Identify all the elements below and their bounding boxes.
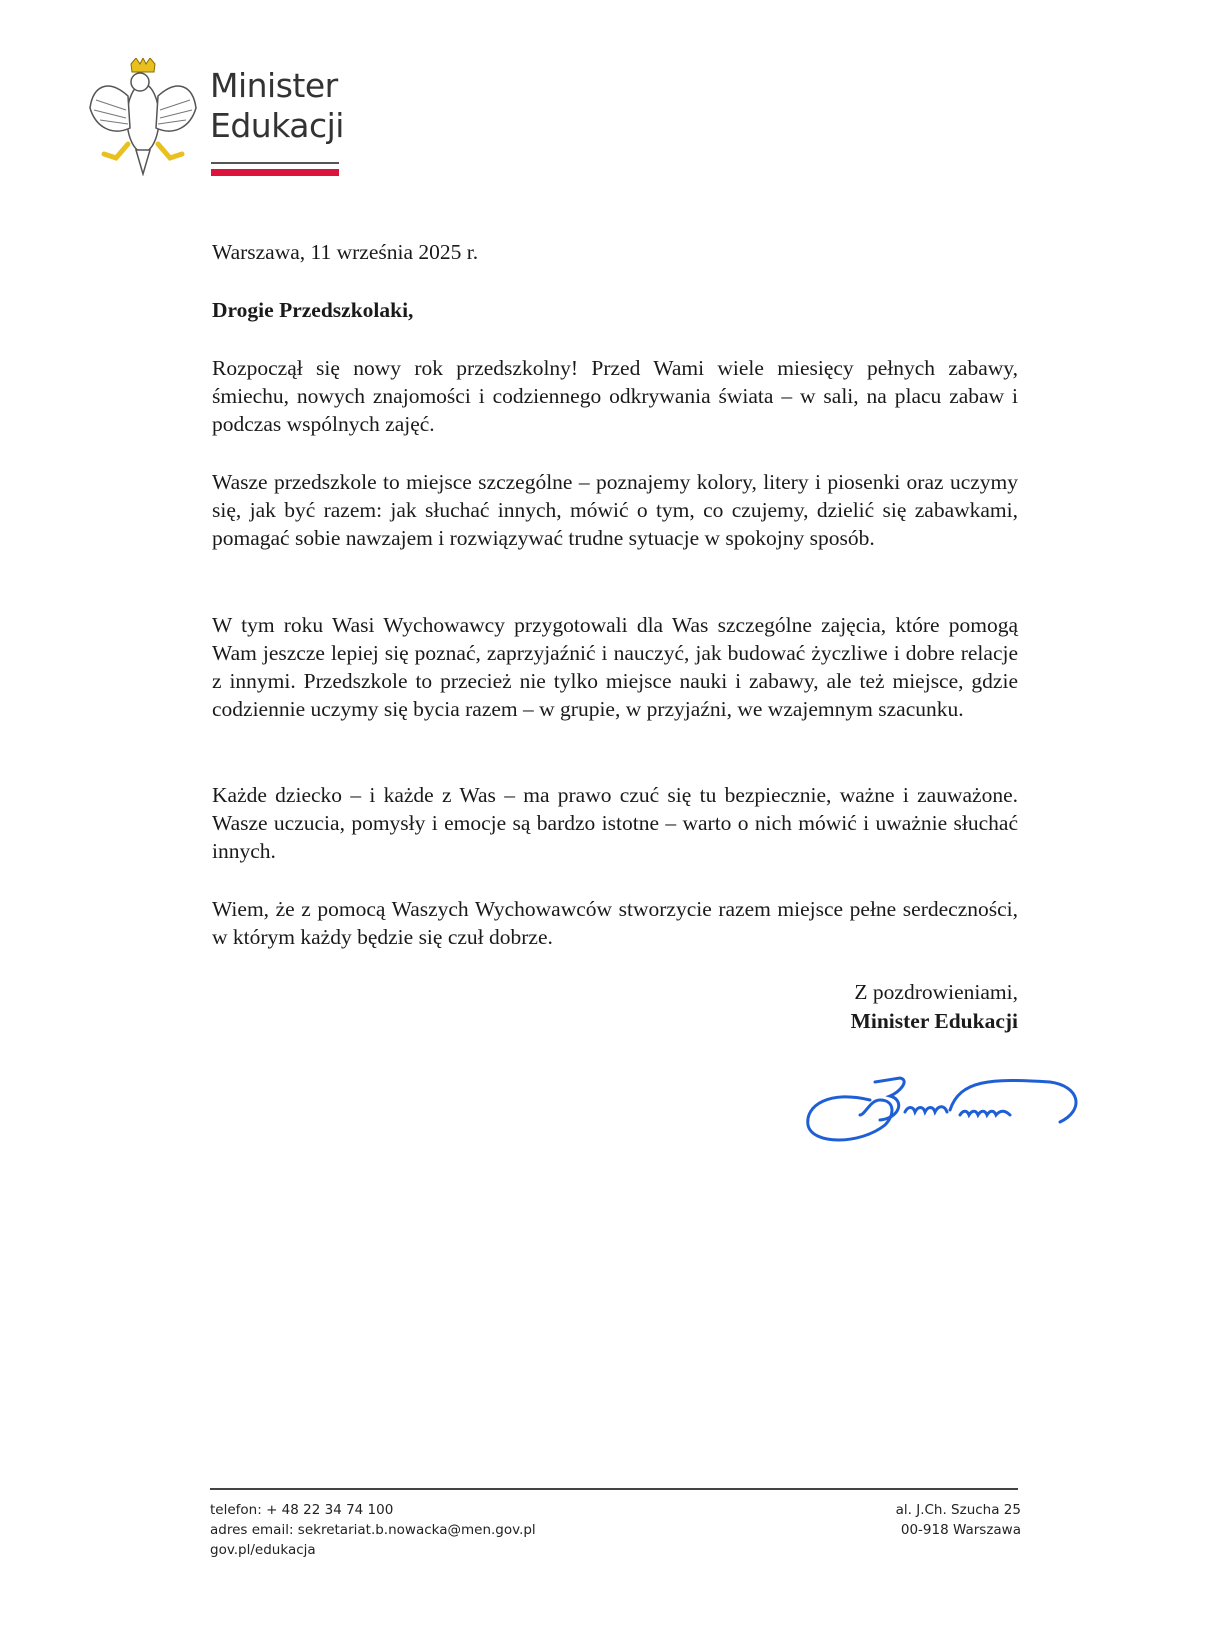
- footer-address-line-1: al. J.Ch. Szucha 25: [895, 1502, 1021, 1518]
- ministry-brand-name: [210, 66, 344, 146]
- footer-divider: [210, 1488, 1018, 1490]
- paragraph: Wiem, że z pomocą Waszych Wychowawców stworzycie razem miejsce pełne serdeczności, w którym każdy będzie się czuł dobrze.: [212, 897, 1018, 949]
- footer-address: [896, 1500, 1021, 1540]
- letter-greeting: Drogie Przedszkolaki,: [212, 298, 414, 322]
- paragraph: Rozpoczął się nowy rok przedszkolny! Przed Wami wiele miesięcy pełnych zabawy, śmiechu, nowych znajomości i codziennego odkrywania świata – w sali, na placu zabaw i podczas wspólnych zajęć.: [212, 356, 1018, 436]
- brand-line-1: Minister: [210, 66, 338, 105]
- footer-contact: [210, 1500, 536, 1560]
- handwritten-signature: [800, 1070, 1090, 1150]
- brand-line-2: Edukacji: [210, 106, 344, 145]
- footer-phone: telefon: + 48 22 34 74 100: [210, 1502, 394, 1518]
- closing-block: [851, 978, 1018, 1036]
- brand-red-stripe: [211, 169, 339, 176]
- signatory: Minister Edukacji: [850, 1009, 1018, 1033]
- closing-text: Z pozdrowieniami,: [854, 980, 1018, 1004]
- eagle-emblem-icon: [88, 58, 198, 176]
- footer-website[interactable]: gov.pl/edukacja: [210, 1542, 316, 1558]
- letter-date: Warszawa, 11 września 2025 r.: [212, 240, 479, 264]
- paragraph: W tym roku Wasi Wychowawcy przygotowali dla Was szczególne zajęcia, które pomogą Wam jeszcze lepiej się poznać, zaprzyjaźnić i nauczyć, jak budować życzliwe i dobre relacje z innymi. Przedszkole to przecież nie tylko miejsce nauki i zabawy, ale też miejsce, gdzie codziennie uczymy się bycia razem – w grupie, w przyjaźni, we wzajemnym szacunku.: [212, 613, 1018, 721]
- paragraph: Każde dziecko – i każde z Was – ma prawo czuć się tu bezpiecznie, ważne i zauważone. Wasze uczucia, pomysły i emocje są bardzo istotne – warto o nich mówić i uważnie słuchać innych.: [212, 783, 1018, 863]
- footer-address-line-2: 00-918 Warszawa: [900, 1522, 1021, 1538]
- paragraph: Wasze przedszkole to miejsce szczególne – poznajemy kolory, litery i piosenki oraz uczymy się, jak być razem: jak słuchać innych, mówić o tym, co czujemy, dzielić się zabawkami, pomagać sobie nawzajem i rozwiązywać trudne sytuacje w spokojny sposób.: [212, 470, 1018, 550]
- brand-divider: [211, 162, 339, 164]
- footer-email[interactable]: adres email: sekretariat.b.nowacka@men.gov.pl: [210, 1522, 536, 1538]
